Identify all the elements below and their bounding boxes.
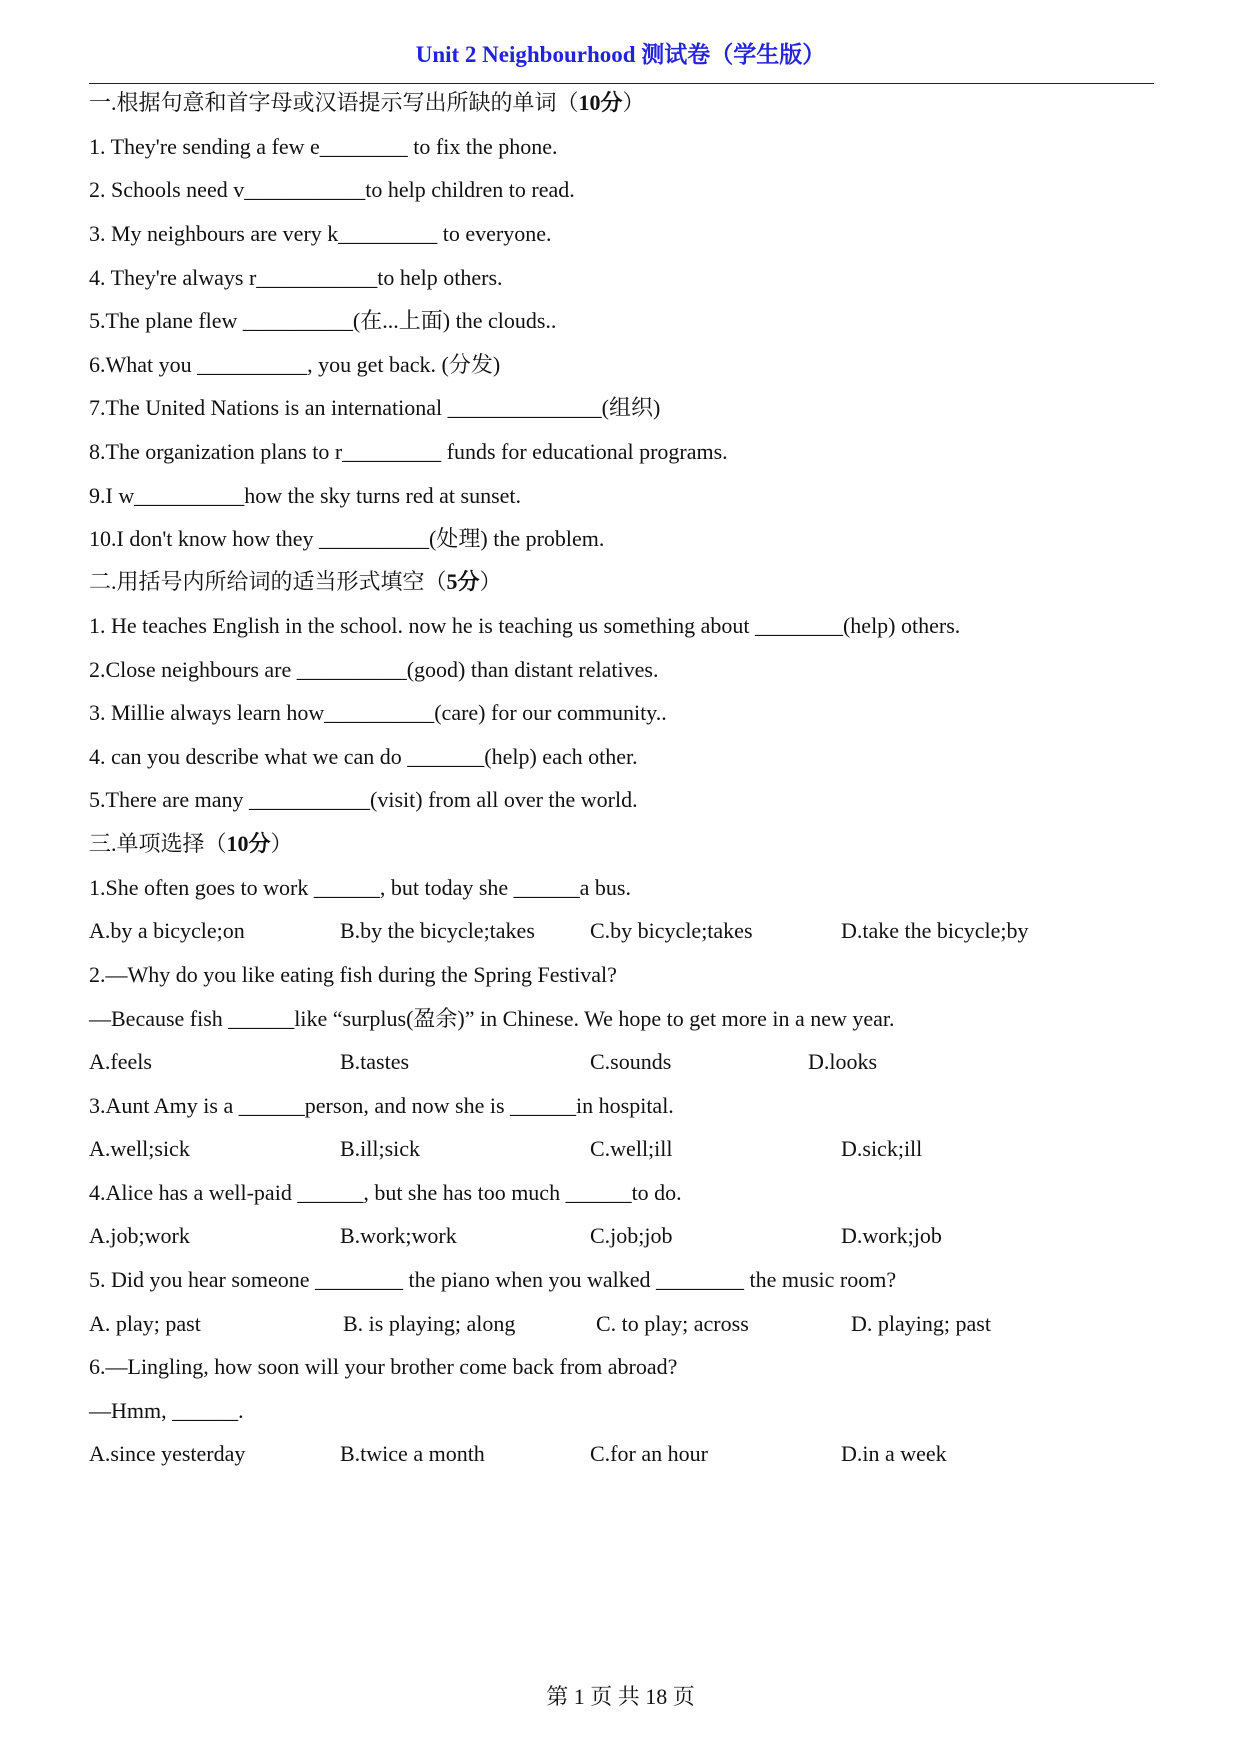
- question-1-option-d: D.take the bicycle;by: [841, 918, 1029, 943]
- section1-item-5: 5.The plane flew __________(在...上面) the clouds..: [89, 308, 557, 333]
- question-4-stem: 4.Alice has a well-paid ______, but she has too much ______to do.: [89, 1180, 682, 1205]
- section1-item-1: 1. They're sending a few e________ to fix the phone.: [89, 134, 558, 159]
- question-5-option-a: A. play; past: [89, 1311, 201, 1336]
- section1-item-3: 3. My neighbours are very k_________ to everyone.: [89, 221, 552, 246]
- question-2-option-b: B.tastes: [340, 1049, 410, 1074]
- question-3-option-c: C.well;ill: [590, 1136, 673, 1161]
- section1-item-8: 8.The organization plans to r_________ funds for educational programs.: [89, 439, 728, 464]
- section1-item-4: 4. They're always r___________to help others.: [89, 265, 503, 290]
- question-5-option-d: D. playing; past: [851, 1311, 991, 1336]
- section2-item-5: 5.There are many ___________(visit) from all over the world.: [89, 787, 638, 812]
- section2-heading: 二.用括号内所给词的适当形式填空（5分）: [89, 569, 502, 594]
- question-2-stem: 2.—Why do you like eating fish during the Spring Festival?: [89, 962, 617, 987]
- section1-item-9: 9.I w__________how the sky turns red at sunset.: [89, 483, 522, 508]
- question-6-stem-reply: —Hmm, ______.: [89, 1398, 244, 1423]
- question-2-option-a: A.feels: [89, 1049, 152, 1074]
- question-4-option-a: A.job;work: [89, 1223, 190, 1248]
- question-1-option-b: B.by the bicycle;takes: [340, 918, 535, 943]
- question-4-option-c: C.job;job: [590, 1223, 673, 1248]
- question-4-option-b: B.work;work: [340, 1223, 457, 1248]
- header-divider: [89, 83, 1154, 84]
- question-4-option-d: D.work;job: [841, 1223, 942, 1248]
- question-3-option-a: A.well;sick: [89, 1136, 190, 1161]
- section1-item-2: 2. Schools need v___________to help children to read.: [89, 177, 575, 202]
- section2-item-2: 2.Close neighbours are __________(good) than distant relatives.: [89, 657, 659, 682]
- question-5-option-b: B. is playing; along: [343, 1311, 516, 1336]
- question-5-stem: 5. Did you hear someone ________ the piano when you walked ________ the music room?: [89, 1267, 897, 1292]
- question-6-option-d: D.in a week: [841, 1441, 947, 1466]
- question-2-stem-reply: —Because fish ______like “surplus(盈余)” in Chinese. We hope to get more in a new year.: [89, 1006, 895, 1031]
- section3-heading: 三.单项选择（10分）: [89, 831, 293, 856]
- question-6-option-a: A.since yesterday: [89, 1441, 246, 1466]
- section2-item-3: 3. Millie always learn how__________(care) for our community..: [89, 700, 667, 725]
- section2-item-4: 4. can you describe what we can do _______(help) each other.: [89, 744, 638, 769]
- page-number-footer: 第 1 页 共 18 页: [546, 1684, 695, 1709]
- question-1-option-a: A.by a bicycle;on: [89, 918, 245, 943]
- question-3-option-b: B.ill;sick: [340, 1136, 421, 1161]
- question-5-option-c: C. to play; across: [596, 1311, 749, 1336]
- question-1-option-c: C.by bicycle;takes: [590, 918, 753, 943]
- section1-item-7: 7.The United Nations is an international ______________(组织): [89, 395, 661, 420]
- question-1-stem: 1.She often goes to work ______, but today she ______a bus.: [89, 875, 631, 900]
- question-6-option-b: B.twice a month: [340, 1441, 485, 1466]
- question-6-option-c: C.for an hour: [590, 1441, 708, 1466]
- section2-item-1: 1. He teaches English in the school. now he is teaching us something about ________(help) others.: [89, 613, 961, 638]
- question-3-stem: 3.Aunt Amy is a ______person, and now she is ______in hospital.: [89, 1093, 674, 1118]
- question-2-option-c: C.sounds: [590, 1049, 672, 1074]
- section1-heading: 一.根据句意和首字母或汉语提示写出所缺的单词（10分）: [89, 90, 645, 115]
- question-6-stem: 6.—Lingling, how soon will your brother come back from abroad?: [89, 1354, 678, 1379]
- page-title: Unit 2 Neighbourhood 测试卷（学生版）: [415, 42, 826, 67]
- question-2-option-d: D.looks: [808, 1049, 878, 1074]
- section1-item-6: 6.What you __________, you get back. (分发): [89, 352, 501, 377]
- section1-item-10: 10.I don't know how they __________(处理) the problem.: [89, 526, 605, 551]
- question-3-option-d: D.sick;ill: [841, 1136, 923, 1161]
